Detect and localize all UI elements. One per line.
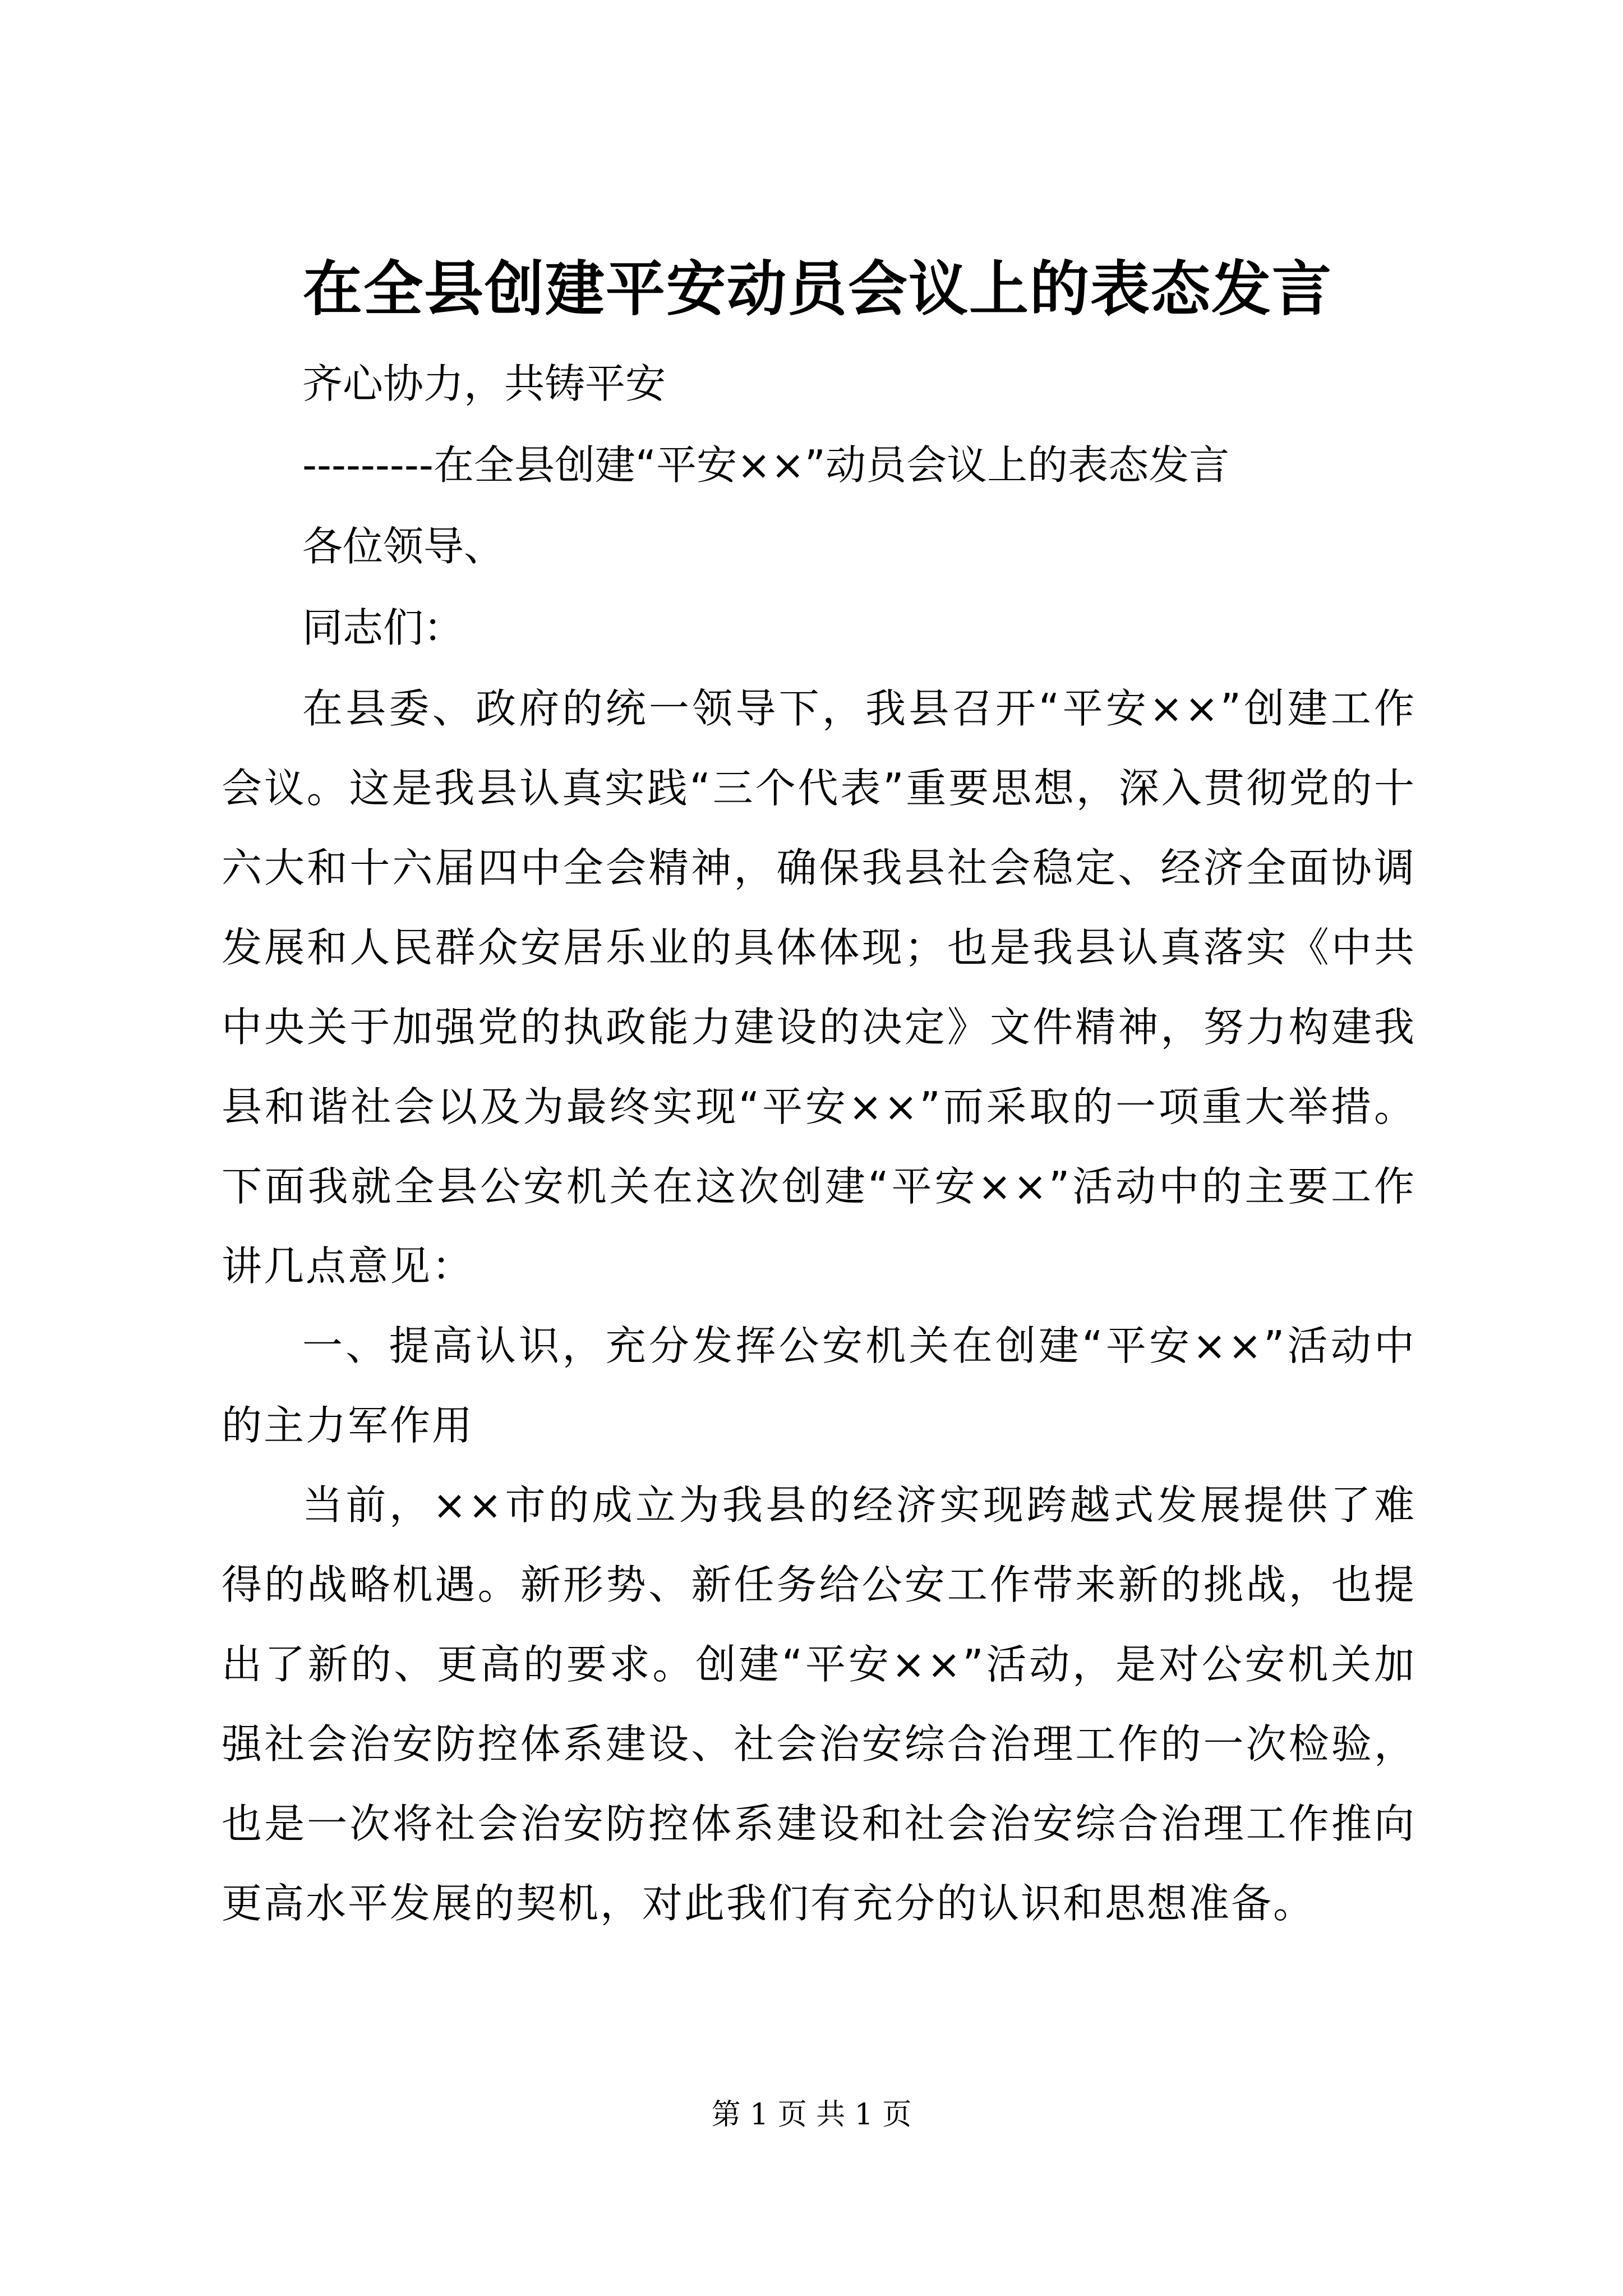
document-subtitle: 齐心协力，共铸平安 (302, 360, 666, 407)
paragraph-section-1: 当前，××市的成立为我县的经济实现跨越式发展提供了难得的战略机遇。新形势、新任务给公安工作带来新的挑战，也提出了新的、更高的要求。创建“平安××”活动，是对公安机关加强社会治安防控体系建设、社会治安综合治理工作的一次检验，也是一次将社会治安防控体系建设和社会治安综合治理工作推向更高水平发展的契机，对此我们有充分的认识和思想准备。 (222, 1481, 1416, 1927)
page-footer: 第 1 页 共 1 页 (711, 2098, 912, 2132)
section-heading-1: 一、提高认识，充分发挥公安机关在创建“平安××”活动中的主力军作用 (222, 1322, 1416, 1449)
document-body (222, 247, 1416, 1943)
salutation-comrades: 同志们： (302, 604, 464, 651)
paragraph-intro: 在县委、政府的统一领导下，我县召开“平安××”创建工作会议。这是我县认真实践“三个代表”重要思想，深入贯彻党的十六大和十六届四中全会精神，确保我县社会稳定、经济全面协调发展和人民群众安居乐业的具体体现；也是我县认真落实《中共中央关于加强党的执政能力建设的决定》文件精神，努力构建我县和谐社会以及为最终实现“平安××”而采取的一项重大举措。下面我就全县公安机关在这次创建“平安××”活动中的主要工作讲几点意见： (222, 685, 1416, 1290)
salutation-leaders: 各位领导、 (302, 523, 505, 570)
document-title: 在全县创建平安动员会议上的表态发言 (303, 254, 1332, 324)
document-subheading: ---------在全县创建“平安××”动员会议上的表态发言 (302, 441, 1230, 489)
